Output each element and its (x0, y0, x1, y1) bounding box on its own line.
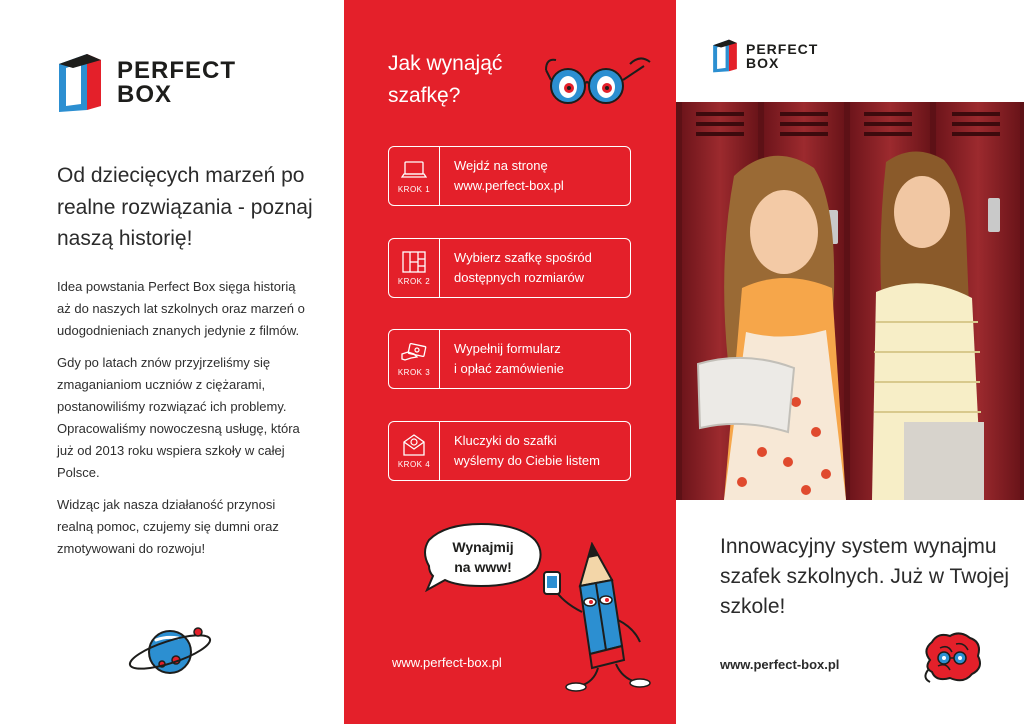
step-3-line-1: Wypełnij formularz (454, 341, 561, 356)
logo-mark-icon (57, 52, 103, 114)
step-4-line-1: Kluczyki do szafki (454, 433, 557, 448)
tagline: Innowacyjny system wynajmu szafek szkolnych. Już w Twojej szkole! (720, 535, 1010, 618)
bubble-line-1: Wynajmij (452, 539, 514, 555)
history-paragraph-2: Gdy po latach znów przyjrzeliśmy się zmaganianiom uczniów z ciężarami, postanowiliśmy rozwiązać ich problemy. Opracowaliśmy nowoczesną usługę, która już od 2013 roku wspiera szkoły w całej Polsce. (57, 355, 300, 480)
brand-logo (57, 52, 236, 114)
logo-line-1: PERFECT (117, 57, 237, 84)
step-2-line-2: dostępnych rozmiarów (454, 270, 585, 285)
bubble-line-2: na www! (454, 559, 512, 575)
glasses-icon (544, 50, 652, 110)
step-2-label: KROK 2 (397, 276, 431, 286)
right-website-link[interactable]: www.perfect-box.pl (720, 657, 840, 672)
step-3-line-2: i opłać zamówienie (454, 361, 564, 376)
step-4-label: KROK 4 (397, 459, 431, 469)
payment-icon (401, 342, 427, 364)
middle-panel (344, 0, 676, 724)
logo-line-2: BOX (746, 55, 780, 71)
students-with-lockers-image (676, 102, 1024, 500)
step-3-label: KROK 3 (397, 367, 431, 377)
pencil-mascot-icon (540, 542, 658, 692)
logo-line-1: PERFECT (746, 41, 819, 57)
step-4-line-2: wyślemy do Ciebie listem (454, 453, 600, 468)
logo-mark-icon (712, 38, 738, 74)
step-1-line-1: Wejdź na stronę (454, 158, 548, 173)
right-panel (676, 0, 1024, 724)
step-1-label: KROK 1 (397, 184, 431, 194)
history-text (57, 276, 307, 570)
step-4 (388, 421, 631, 481)
step-1-line-2: www.perfect-box.pl (454, 178, 564, 193)
step-3 (388, 329, 631, 389)
brain-mascot-icon (920, 630, 984, 686)
envelope-icon (401, 434, 427, 456)
history-paragraph-3: Widząc jak nasza działaność przynosi realną pomoc, czujemy się dumni oraz zmotywowani do rozwoju! (57, 497, 279, 556)
history-headline: Od dziecięcych marzeń po realne rozwiązania - poznaj naszą historię! (57, 164, 313, 250)
lockers-icon (401, 251, 427, 273)
step-2 (388, 238, 631, 298)
left-panel (0, 0, 344, 724)
planet-icon (126, 622, 214, 678)
brand-logo-small (712, 38, 818, 74)
laptop-icon (401, 159, 427, 181)
students-photo (676, 102, 1024, 500)
history-paragraph-1: Idea powstania Perfect Box sięga historią aż do naszych lat szkolnych oraz marzeń o udogodnieniach znanych jedynie z filmów. (57, 279, 305, 338)
how-to-title: Jak wynająć szafkę? (388, 52, 503, 107)
speech-bubble (419, 522, 545, 592)
middle-website-link[interactable]: www.perfect-box.pl (392, 655, 502, 670)
step-2-line-1: Wybierz szafkę spośród (454, 250, 592, 265)
step-1 (388, 146, 631, 206)
logo-line-2: BOX (117, 81, 173, 108)
